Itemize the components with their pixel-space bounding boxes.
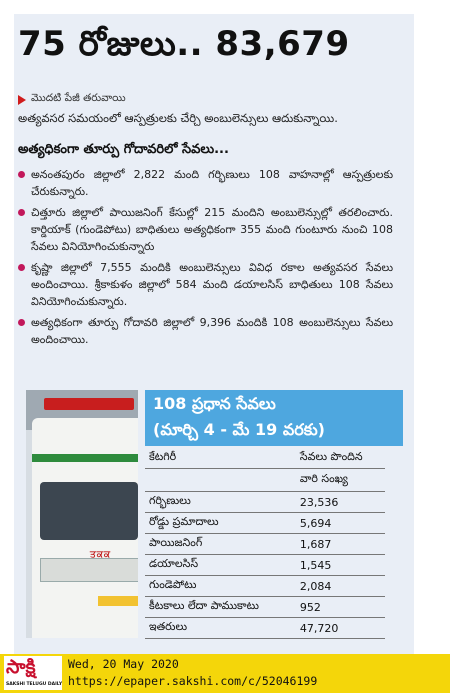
bullet-text: కృష్ణా జిల్లాలో 7,555 మందికి అంబులెన్సులు వివిధ రకాల అత్యవసర సేవలు అందించాయి. శ్రీకాకుళం జిల్లాలో 584 మంది డయాలసిస్ బాధితులు 108 సేవలు వినియోగించుకున్నారు. [31, 261, 393, 308]
bullet-text: చిత్తూరు జిల్లాలో పాయిజనింగ్ కేసుల్లో 215 మందిని అంబులెన్సుల్లో తరలించారు. కార్డియాక్ (గుండెపోటు) బాధితులు అత్యధికంగా 355 మంది గుంటూరు నుంచి 108 సేవలు వినియోగించుకున్నారు [31, 206, 393, 253]
table-header-row-2 [145, 469, 385, 492]
row-category: కీటకాలు లేదా పాముకాటు [145, 597, 296, 618]
continuation-line [18, 92, 126, 107]
row-count: 47,720 [296, 618, 385, 639]
table-row [145, 513, 385, 534]
continuation-label: మొదటి పేజీ తరువాయి [31, 92, 126, 104]
column-header-category: కేటగిరీ [145, 448, 296, 469]
sakshi-logo[interactable] [4, 656, 62, 690]
row-category: రోడ్డు ప్రమాదాలు [145, 513, 296, 534]
footer-bar [0, 654, 450, 693]
table-row [145, 534, 385, 555]
publication-date: Wed, 20 May 2020 [68, 657, 179, 671]
epaper-link[interactable]: https://epaper.sakshi.com/c/52046199 [68, 674, 318, 688]
table-row [145, 576, 385, 597]
bullet-dot-icon [18, 171, 25, 178]
row-count: 952 [296, 597, 385, 618]
table-row [145, 492, 385, 513]
row-category: డయాలసిస్ [145, 555, 296, 576]
subheading: అత్యధికంగా తూర్పు గోదావరిలో సేవలు... [18, 142, 229, 157]
ambulance-photo [26, 390, 138, 638]
ambulance-stripe [32, 454, 138, 462]
bullet-item [18, 204, 393, 255]
bullet-dot-icon [18, 319, 25, 326]
column-header-blank [145, 469, 296, 492]
row-category: పాయిజనింగ్ [145, 534, 296, 555]
number-plate [98, 596, 138, 606]
headline: 75 రోజులు.. 83,679 [18, 24, 350, 64]
ambulance-lightbar [44, 398, 134, 410]
bullet-text: అత్యధికంగా తూర్పు గోదావరి జిల్లాలో 9,396 మందికి 108 అంబులెన్సులు సేవలు అందించాయి. [31, 316, 393, 346]
table-title: 108 ప్రధాన సేవలు [153, 394, 276, 413]
table-subtitle: (మార్చి 4 - మే 19 వరకు) [153, 420, 325, 439]
bullet-item [18, 259, 393, 310]
row-count: 1,687 [296, 534, 385, 555]
row-count: 1,545 [296, 555, 385, 576]
bullet-item [18, 314, 393, 348]
services-table-box [145, 390, 403, 640]
bullet-text: అనంతపురం జిల్లాలో 2,822 మంది గర్భిణులు 108 వాహనాల్లో ఆస్పత్రులకు చేరుకున్నారు. [31, 168, 393, 198]
ambulance-windshield [40, 482, 138, 540]
row-count: 2,084 [296, 576, 385, 597]
bullet-list [18, 166, 393, 352]
table-title-banner [145, 390, 403, 446]
ambulance-logo-text: ਤਕਕ [90, 550, 112, 560]
ambulance-grille [40, 558, 138, 582]
table-header-row [145, 448, 385, 469]
row-category: గుండెపోటు [145, 576, 296, 597]
table-row [145, 618, 385, 639]
brand-name: సాక్షి [6, 656, 36, 678]
row-count: 5,694 [296, 513, 385, 534]
brand-tagline: SAKSHI TELUGU DAILY [6, 682, 63, 687]
row-count: 23,536 [296, 492, 385, 513]
bullet-dot-icon [18, 209, 25, 216]
intro-text: అత్యవసర సమయంలో ఆస్పత్రులకు చేర్చి అంబులెన్సులు ఆదుకున్నాయి. [18, 111, 338, 125]
row-category: ఇతరులు [145, 618, 296, 639]
services-table [145, 448, 385, 639]
bullet-dot-icon [18, 264, 25, 271]
row-category: గర్భిణులు [145, 492, 296, 513]
bullet-item [18, 166, 393, 200]
table-row [145, 555, 385, 576]
column-header-count: సేవలు పొందిన [296, 448, 385, 469]
table-row [145, 597, 385, 618]
column-header-count-line2: వారి సంఖ్య [296, 469, 385, 492]
triangle-arrow-icon [18, 95, 26, 105]
